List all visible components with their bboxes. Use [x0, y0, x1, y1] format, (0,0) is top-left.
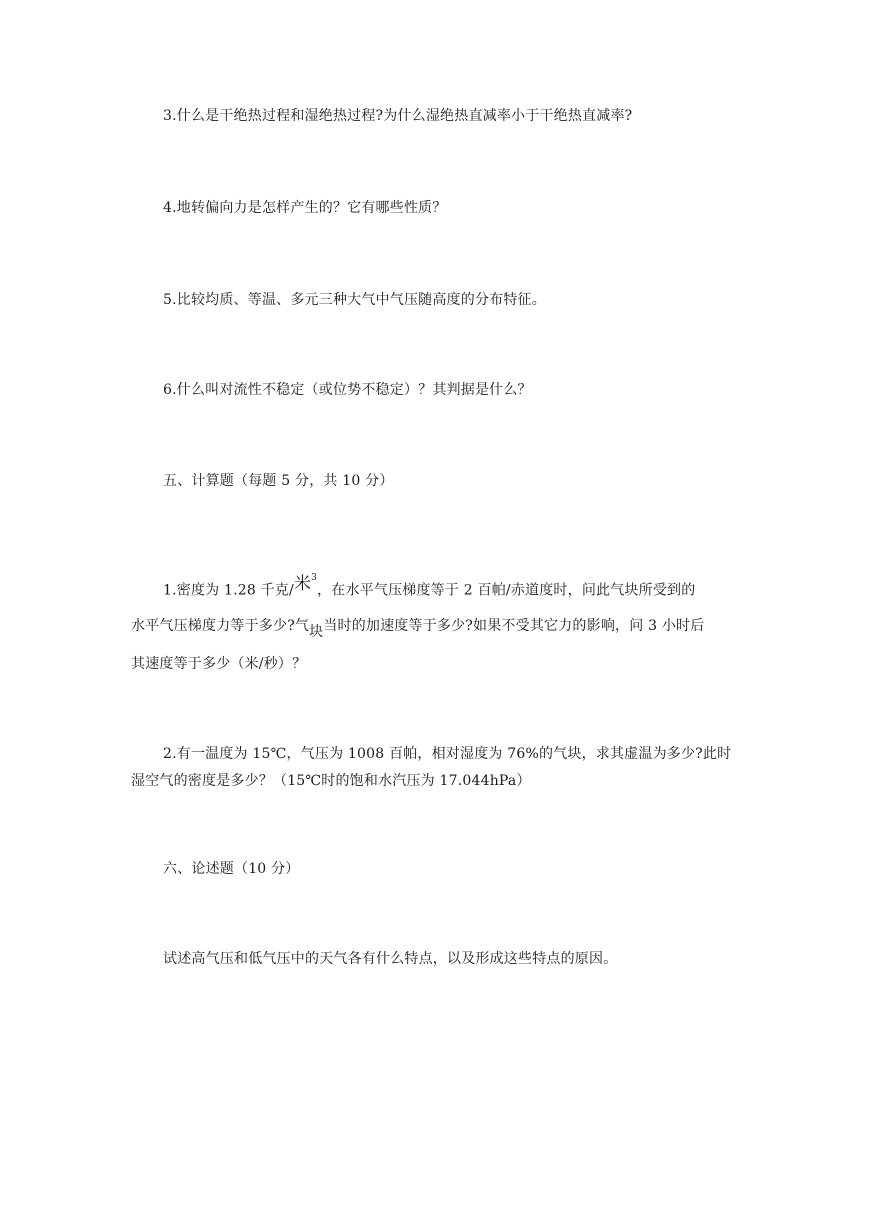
calc-problem-1-line-2-a: 水平气压梯度力等于多少?气	[131, 618, 310, 634]
calc-problem-1-subscript: 块	[309, 624, 324, 640]
question-6: 6.什么叫对流性不稳定（或位势不稳定）？其判据是什么？	[163, 382, 532, 398]
density-unit	[294, 574, 317, 594]
calc-problem-1-line-2-b: 当时的加速度等于多少?如果不受其它力的影响，问 3 小时后	[323, 618, 705, 634]
question-3: 3.什么是干绝热过程和湿绝热过程?为什么湿绝热直减率小于干绝热直减率?	[163, 108, 633, 124]
section-6-heading: 六、论述题（10 分）	[163, 861, 300, 877]
essay-question: 试述高气压和低气压中的天气各有什么特点，以及形成这些特点的原因。	[163, 951, 618, 967]
density-unit-base: 米	[293, 573, 312, 594]
question-4: 4.地转偏向力是怎样产生的？它有哪些性质？	[163, 200, 447, 216]
calc-problem-2-line-2: 湿空气的密度是多少？（15℃时的饱和水汽压为 17.044hPa）	[131, 773, 531, 789]
calc-problem-2-line-1: 2.有一温度为 15℃，气压为 1008 百帕，相对湿度为 76%的气块，求其虚温为多少?此时	[163, 746, 732, 762]
calc-problem-1-line-3: 其速度等于多少（米/秒）？	[131, 656, 307, 672]
calc-problem-1-text-b: ，在水平气压梯度等于 2 百帕/赤道度时，问此气块所受到的	[317, 582, 696, 599]
section-5-heading: 五、计算题（每题 5 分，共 10 分）	[163, 473, 394, 489]
question-5: 5.比较均质、等温、多元三种大气中气压随高度的分布特征。	[163, 292, 546, 308]
calc-problem-1-line-2	[131, 617, 705, 640]
calc-problem-1-text-a: 1.密度为 1.28 千克/	[163, 582, 294, 599]
calc-problem-1-line-1	[163, 573, 696, 600]
density-unit-exponent: 3	[311, 573, 318, 583]
